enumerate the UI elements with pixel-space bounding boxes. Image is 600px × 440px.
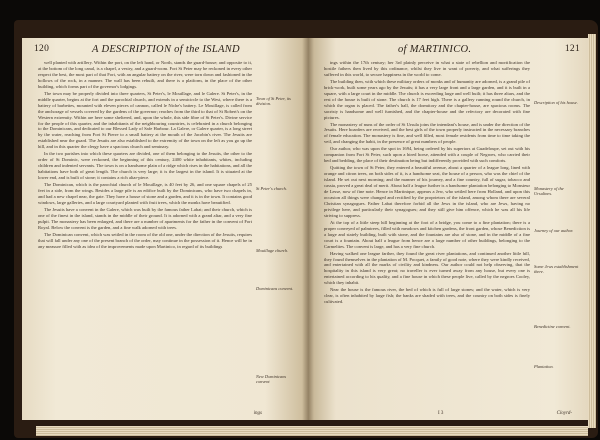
paragraph: Near the house is the famous river, the bed of which is full of large stones; and the water, which is very clear, is often inhabited by large fish; the banks are shaded with trees, and the country on both sides is finely cultivated. [324, 287, 530, 305]
paragraph: The Dominican, which is the parochial church of le Mouillage, is 40 feet by 26, and one square chapels of 25 feet in a side, from the wings. Besides a large pile is an edifice built by the Dominicans, who have two chapels in, and had a new chapel near, the gate. They have a house of stone and a garden, and it is in the town. It contains good windows, large galleries, and a large courtyard planted with fruit trees, which the monks have beautified. [38, 182, 252, 205]
left-catchword: ings [253, 411, 262, 416]
left-page [22, 38, 308, 420]
signature-mark: I 3 [438, 411, 444, 416]
margin-note: Mouillage church. [256, 248, 289, 253]
margin-note: New Dominicans convent [256, 374, 287, 385]
open-book [14, 20, 598, 438]
paragraph: The building then, with which these military orders of monks and of humanity are adorned, is a grand pile of brick-work, built some years ago by the Jesuits; it has a very large front and a large garden, and it is built in a square, with a large court in the middle. The church is exceeding large and well built; it has three altars, and the rest of the house is built of stone. The church is 17 feet high. There is a gallery running round the church, in which the organ is placed. The father's hall, the dormitory and the chapter-house, are spacious rooms. The sacristy is handsome and well furnished, and the chapter-house and the refectory are decorated with fine pictures. [324, 78, 530, 120]
right-running-title: of MARTINICO. [398, 44, 472, 55]
page-edges-bottom [36, 426, 588, 436]
paragraph: Our author, who was upon the spot in 1694, being ordered by his superiors at Guadeloupe, set out with his companion from Fort St Peter, such upon a hired horse, attended with a couple of Negroes, who carried their bed and bedding, the place of their destination being but indifferently provided with such comforts. [324, 146, 530, 164]
margin-note: St Peter's church. [256, 186, 287, 191]
right-catchword: Cloyrd- [556, 411, 572, 416]
paragraph: The Jesuits have a convent in the Galere, which was built by the famous father Labat; and their church, which is one of the finest in the island, stands in the middle of their ground. It is adorned with a grand altar, and a very fine pulpit. The monastery has been enlarged, and there are a number of apartments for the father in the convent of Fort Royal. Below the convent is the garden, and a fine walk adorned with trees. [38, 206, 252, 230]
paragraph: ings within the 17th century; her 3rd plainly perceive in what a state of rebellion and mortification the hostile fathers then lived by this ordinance, whilst they live in want of poverty, and what sufferings they suffered in this world, to secure happiness in the world to come. [324, 60, 530, 77]
margin-note: Plantation. [534, 364, 554, 369]
margin-note: Town of St Peter, its division. [256, 96, 291, 107]
right-page [308, 38, 588, 420]
right-body-text [324, 60, 530, 306]
book-gutter [302, 38, 314, 420]
margin-note: Description of his house. [534, 100, 578, 105]
margin-note: Some Jews establishment there. [534, 264, 579, 275]
margin-note: Monastery of the Ursulines. [534, 186, 564, 197]
left-page-number: 120 [34, 44, 50, 54]
paragraph: The Dominican convent, which was settled in the room of the old one, under the direction of the Jesuits, requires that will fall under any one of the present branch of the order, may continue in the possession of it. Hence will be in any measure filled with as idea of the improvements made upon Martinico, in regard of its buildings [38, 231, 252, 249]
margin-note: Dominicans convent. [256, 286, 294, 291]
right-running-head [308, 44, 588, 58]
left-running-head [22, 44, 308, 58]
paragraph: Having walked one league farther, they found the great river plantations, and continued another little hill, they found themselves in the plantation of M. Pocquet, a family of good note, where they were kindly received, and entertained with all the marks of civility and kindness. Our author could not help observing, that the hospitality in this island is very great; no traveller is ever turned away from any house, but every one is entertained according to his quality, and a fine house in which these people live, called by the negroes Cooley, which they inhabit. [324, 250, 530, 286]
margin-note: Benedictine convent. [534, 324, 571, 329]
paragraph: In the two parishes into which these quarters are divided, one of them belonging to the Jesuits, the other to the order of St Dominic, were reckoned, the beginning of this century, 2400 white inhabitants, whites, including children and indented servants. The town is on a handsome plain of a ridge which rises in the habitations, and all the habitations have both of great length. The church is very large; it is the largest in the island. It is situated at the lower end, and is built of stone; it contains a rich altar-piece. [38, 151, 252, 181]
page-edges-right [588, 34, 596, 428]
paragraph: The monastery of nuns of the order of St Ursula joins the intendant's house, and is under the direction of the Jesuits. Here boarders are received, and the best girls of the town properly instructed in the necessary branches of female education. The monastery is fine, and well filled, most female residents from time to time taking the veil, and changing the habit, in the presence of great numbers of people. [324, 121, 530, 145]
right-page-number: 121 [564, 44, 580, 54]
left-body-text [38, 60, 252, 251]
margin-note: Journey of our author. [534, 228, 574, 233]
paragraph: At the top of a little steep hill beginning at the foot of a bridge, you come to a fine plantation; there is a proper conveyed of palmtrees, filled with meadows and kitchen gardens, the front garden, whose Benediction is a large and stately building, built with stone, and the fountains are also of stone, and in the middle of a fine court is a fountain. About half a league from hence are a large number of other buildings, belonging to the Carmelites. The convent is large, and has a very fine church. [324, 219, 530, 249]
paragraph: Quitting the town of St Peter, they entered a beautiful avenue, about a quarter of a league long, lined with orange and citron trees, on both sides of it, is a handsome seat, the house of a person, who was the chief of the island. He set out next morning; and the manner of his journey, and a fine country, full of sugar, tobacco and cassia, proved a great deal of merit. About half a league further is a handsome plantation belonging to Monsieur de Lesse, now of fine note. Hence in Martinique, appears a Jew, who settled here from Holland, and upon this occasion all things were changed and rectified by the proprietors of the island, among whom there are several Christian synagogues. Father Labat therefore forbid all the Jews in the island, who are Jews, having no privilege here, and particularly their synagogues; and they still give him offence, which he was all his life striving to suppress. [324, 165, 530, 218]
paragraph: well planted with artillery. Within the port, on the left hand, or North, stands the guard-house; and opposite to it, at the bottom of the long canal, is a chapel, a vestry, and a guard-room. Fort St Peter may be reckoned in every other respect the best, the most part of that Fort, with an angular battery on the river, were torn down and fashioned in the hollows of the rock, in a manner. The wall has been rebuilt, and there is a platform, in the place of the other building, which forms part of the governor's lodgings. [38, 60, 252, 89]
left-running-title: A DESCRIPTION of the ISLAND [92, 44, 240, 55]
paragraph: The town may be properly divided into three quarters, St Peter's, le Mouillage, and le Galere. St Peter's, in the middle quarter, begins at the fort and the parochial church, and extends in a semicircle to the West, where there is a battery of barbettes, mounted with eleven pieces of cannon, called le Niche's battery. Le Mouillage, is called from the anchorage of vessels covered by the gardens of the governor; reaches from the third to that of St Robert's on the Western extremity. Within are here some sheltered, and, upon the whole, this side fibre of St Peter's. Divine service for the people of this quarter, and the inhabitants of the neighbouring countries, is celebrated in a church belonging to the Dominicans, and dedicated to our Blessed Lady of Safe Harbour. La Galere, or Galere quarter, is a long street by the water, reaching from Fort St Pierre to a small battery at the mouth of the Jacobin's river. The Jesuits are established near the guard. The Jesuits are also established to the extremity of the town on the left as you go up the hill, and in this quarter the clergy have a spacious church and seminary. [38, 90, 252, 150]
